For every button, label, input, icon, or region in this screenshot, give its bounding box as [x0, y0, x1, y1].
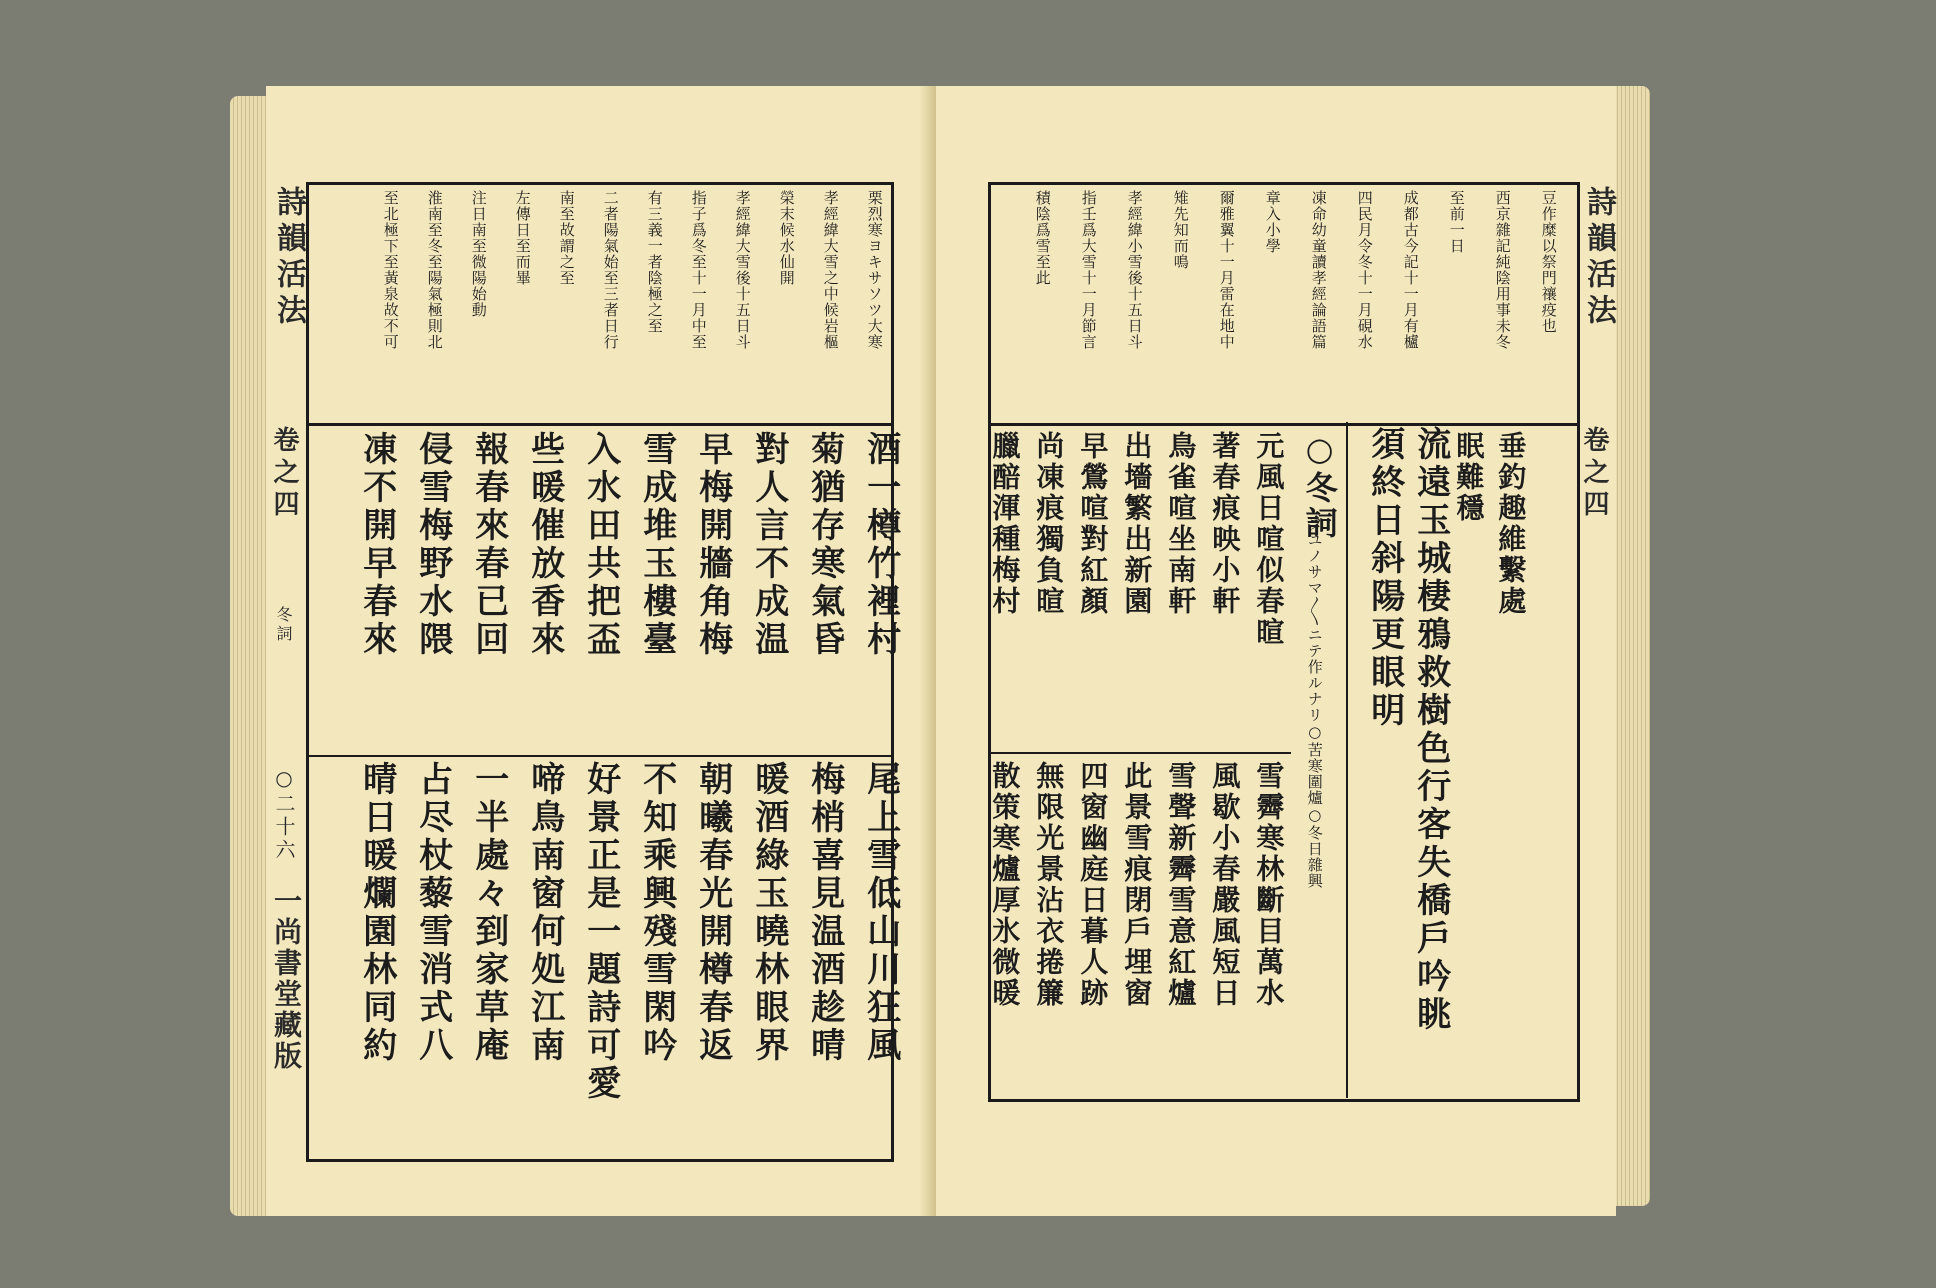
note-column: 至前一日	[1447, 190, 1466, 254]
verse-column: 一半處々到家草庵	[468, 761, 509, 1065]
verse-column: 侵雪梅野水隈	[412, 431, 453, 659]
note-column: 章入小學	[1263, 190, 1282, 254]
verse-column: 晴日暖爛園林同約	[356, 761, 397, 1065]
open-book	[230, 78, 1650, 1228]
verse-column: 著春痕映小軒	[1208, 431, 1242, 617]
note-column: 孝經緯大雪後十五日斗	[733, 190, 752, 350]
left-spine-volume: 卷之四	[269, 426, 299, 522]
section-title: ○冬詞	[1300, 430, 1339, 541]
note-column: 豆作糜以祭門禳疫也	[1539, 190, 1558, 334]
note-column: 淮南至冬至陽氣極則北	[425, 190, 444, 350]
verse-column: 雪霽寒林斷目萬水	[1252, 761, 1286, 1009]
verse-column: 鳥雀喧坐南軒	[1164, 431, 1198, 617]
note-column: 榮末候水仙開	[777, 190, 796, 286]
note-column: 南至故謂之至	[557, 190, 576, 286]
left-spine-section: 冬詞	[274, 606, 293, 644]
verse-column: 對人言不成温	[748, 431, 789, 659]
note-column: 積陰爲雪至此	[1033, 190, 1052, 286]
right-page	[936, 86, 1616, 1216]
left-page	[266, 86, 948, 1216]
note-column: 至北極下至黃泉故不可	[381, 190, 400, 350]
left-page-edges	[230, 96, 270, 1216]
note-column: 指壬爲大雪十一月節言	[1079, 190, 1098, 350]
right-spine-title: 詩韻活法	[1581, 186, 1616, 330]
verse-column: 占尽杖藜雪消式八	[412, 761, 453, 1065]
note-column: 注日南至微陽始動	[469, 190, 488, 318]
right-middle-rule	[991, 752, 1291, 754]
publisher-mark: 一尚書堂藏版	[270, 886, 303, 1072]
verse-column: 元風日喧似春暄	[1252, 431, 1286, 648]
verse-column: 入水田共把盃	[580, 431, 621, 659]
note-column: 指子爲冬至十一月中至	[689, 190, 708, 350]
verse-column: 報春來春已回	[468, 431, 509, 659]
note-column: 四民月令冬十一月硯水	[1355, 190, 1374, 350]
verse-top: 垂釣趣維繫處	[1494, 431, 1528, 617]
section-divider	[1346, 422, 1348, 1098]
poem-line-1: 流遠玉城棲鴉救樹色行客失橋戶吟眺	[1410, 426, 1451, 1034]
verse-column: 尚凍痕獨負暄	[1032, 431, 1066, 617]
note-column: 左傳日至而畢	[513, 190, 532, 286]
right-notes-band	[991, 185, 1577, 426]
left-spine-title: 詩韻活法	[271, 186, 306, 330]
verse-column: 暖酒綠玉曉林眼界	[748, 761, 789, 1065]
verse-column: 不知乘興殘雪閑吟	[636, 761, 677, 1065]
note-column: 孝經緯大雪之中候岩樞	[821, 190, 840, 350]
verse-column: 酒一樽竹裡村	[860, 431, 901, 659]
poem-line-2: 須終日斜陽更眼明	[1364, 426, 1405, 730]
verse-column: 早鶯喧對紅顏	[1076, 431, 1110, 617]
verse-column: 尾上雪低山川狂風	[860, 761, 901, 1065]
verse-column: 凍不開早春來	[356, 431, 397, 659]
note-column: 成都古今記十一月有櫨	[1401, 190, 1420, 350]
verse-column: 些暖催放香來	[524, 431, 565, 659]
verse-column: 風歇小春嚴風短日	[1208, 761, 1242, 1009]
note-column: 有三義一者陰極之至	[645, 190, 664, 334]
verse-column: 散策寒爐厚氷微暖	[988, 761, 1022, 1009]
section-note: フユノサマ〳〵ニテ作ルナリ○苦寒圍爐○冬日雜興	[1305, 516, 1324, 889]
note-column: 二者陽氣始至三者日行	[601, 190, 620, 350]
verse-column: 雪成堆玉樓臺	[636, 431, 677, 659]
verse-column: 出墻繁出新園	[1120, 431, 1154, 617]
verse-column: 啼鳥南窗何処江南	[524, 761, 565, 1065]
verse-column: 無限光景沾衣捲簾	[1032, 761, 1066, 1009]
note-column: 爾雅翼十一月雷在地中	[1217, 190, 1236, 350]
verse-column: 菊猶存寒氣昏	[804, 431, 845, 659]
note-column: 西京雜記純陰用事未冬	[1493, 190, 1512, 350]
note-column: 凍命幼童讀孝經論語篇	[1309, 190, 1328, 350]
verse-column: 好景正是一題詩可愛	[580, 761, 621, 1103]
verse-column: 臘醅渾種梅村	[988, 431, 1022, 617]
left-middle-rule	[309, 755, 891, 757]
verse-top-2: 眠難穩	[1452, 431, 1486, 524]
verse-column: 此景雪痕閉戶埋窗	[1120, 761, 1154, 1009]
note-column: 雉先知而鳴	[1171, 190, 1190, 270]
verse-column: 梅梢喜見温酒趁晴	[804, 761, 845, 1065]
verse-column: 早梅開牆角梅	[692, 431, 733, 659]
verse-column: 四窗幽庭日暮人跡	[1076, 761, 1110, 1009]
verse-column: 朝曦春光開樽春返	[692, 761, 733, 1065]
right-spine-volume: 卷之四	[1579, 426, 1609, 522]
note-column: 栗烈寒ヨキサソツ大寒	[865, 190, 884, 350]
folio-number: ○二十六	[272, 766, 296, 862]
verse-column: 雪聲新霽雪意紅爐	[1164, 761, 1198, 1009]
note-column: 孝經緯小雪後十五日斗	[1125, 190, 1144, 350]
